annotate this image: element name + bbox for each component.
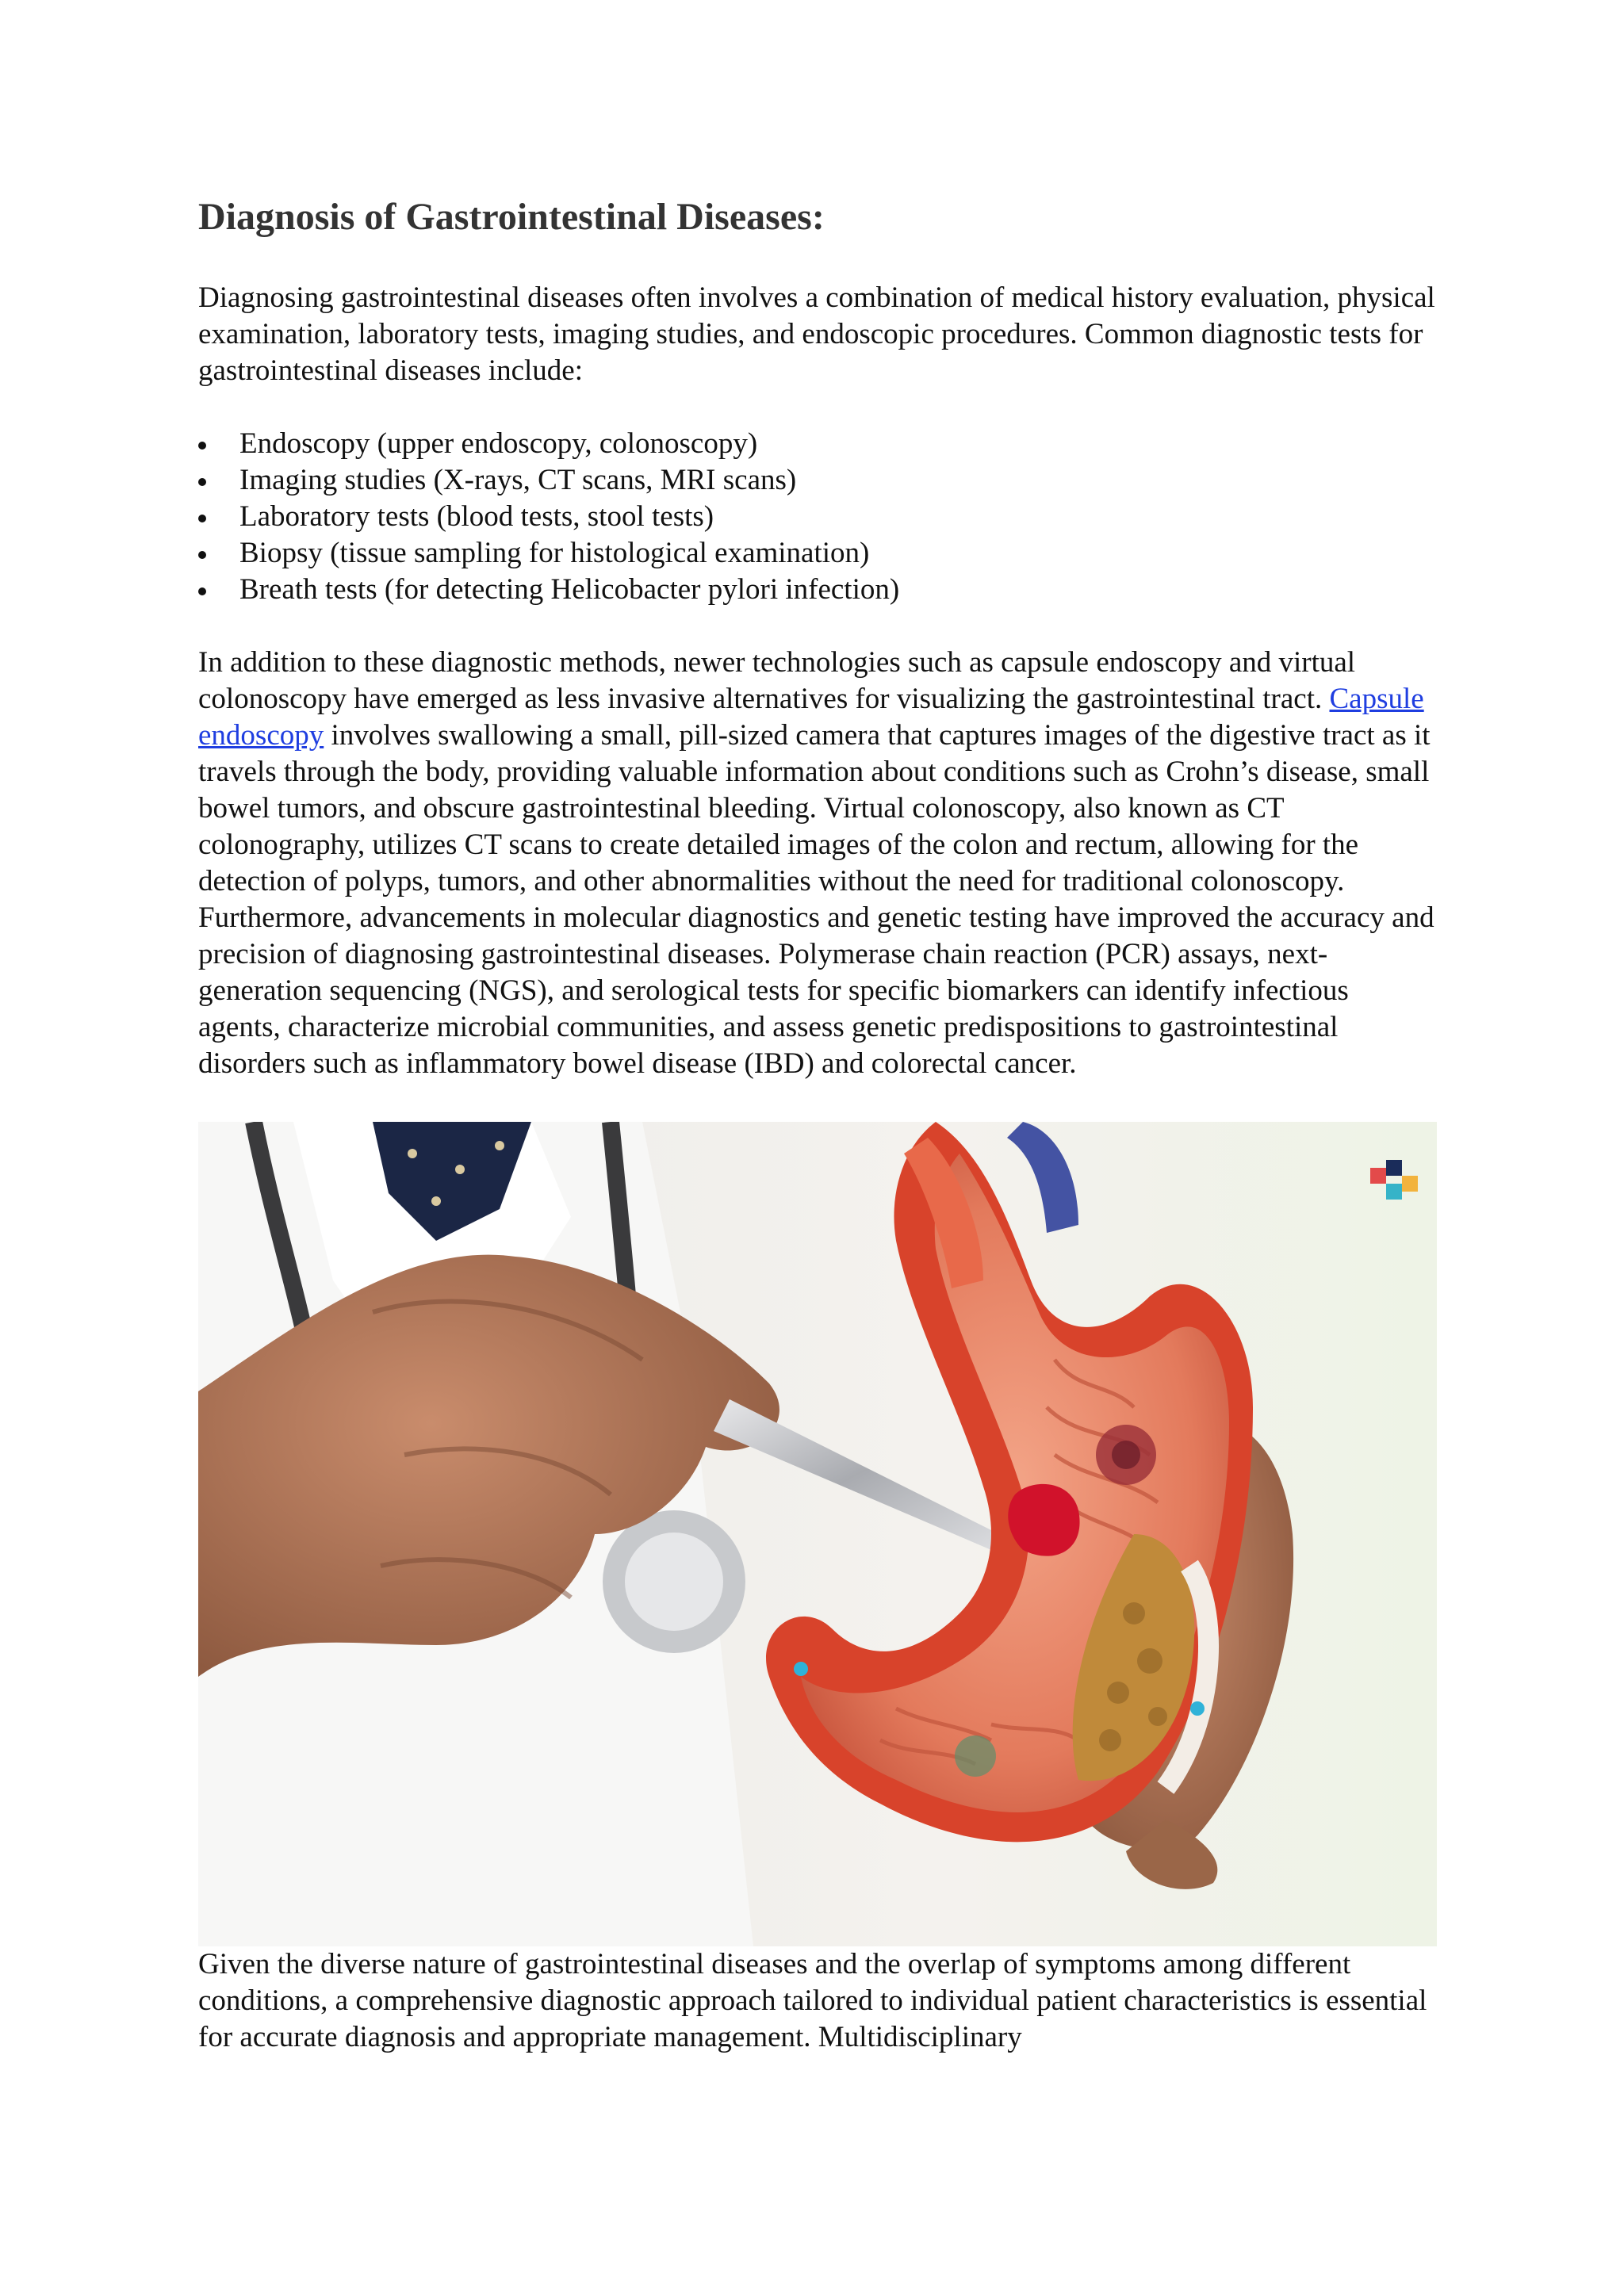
bullet-icon: [198, 572, 239, 608]
molecular-diagnostics-paragraph: Furthermore, advancements in molecular diagnostics and genetic testing have improved the accuracy and precision of diagnosing gastrointestinal diseases. Polymerase chain reaction (PCR) assays, next-generation sequencing (NGS), and serological tests for specific biomarkers can identify infectious agents, characterize microbial communities, and assess genetic predispositions to gastrointestinal disorders such as inflammatory bowel disease (IBD) and colorectal cancer.: [198, 901, 1434, 1080]
list-item-text: Laboratory tests (blood tests, stool tests): [239, 499, 714, 533]
list-item-text: Breath tests (for detecting Helicobacter pylori infection): [239, 572, 900, 606]
list-item-text: Biopsy (tissue sampling for histological examination): [239, 536, 870, 569]
stomach-model-photo: [198, 1122, 1437, 1946]
list-item: [239, 462, 1435, 499]
diagnostic-tests-list: [198, 426, 1435, 608]
bullet-icon: [198, 426, 239, 462]
list-item: [239, 572, 1435, 608]
capsule-endoscopy-link[interactable]: Capsule endoscopy: [198, 682, 1424, 752]
paragraph-text-after-link: involves swallowing a small, pill-sized camera that captures images of the digestive tract as it travels through the body, providing valuable information about conditions such as Crohn’s disease, small bowel tumors, and obscure gastrointestinal bleeding. Virtual colonoscopy, also known as CT colonography, utilizes CT scans to create detailed images of the colon and rectum, allowing for the detection of polyps, tumors, and other abnormalities without the need for traditional colonoscopy.: [198, 718, 1431, 897]
intro-paragraph: Diagnosing gastrointestinal diseases often involves a combination of medical history evaluation, physical examination, laboratory tests, imaging studies, and endoscopic procedures. Common diagnostic tests for gastrointestinal diseases include:: [198, 281, 1435, 387]
new-technologies-paragraph: [198, 645, 1435, 900]
bullet-icon: [198, 462, 239, 499]
list-item-text: Endoscopy (upper endoscopy, colonoscopy): [239, 427, 758, 460]
list-item: [239, 535, 1435, 572]
paragraph-text-before-link: In addition to these diagnostic methods, newer technologies such as capsule endoscopy and virtual colonoscopy have emerged as less invasive alternatives for visualizing the gastrointestinal tract.: [198, 645, 1356, 715]
bullet-icon: [198, 535, 239, 572]
section-heading: Diagnosis of Gastrointestinal Diseases:: [198, 196, 825, 238]
list-item-text: Imaging studies (X-rays, CT scans, MRI scans): [239, 463, 797, 496]
list-item: [239, 499, 1435, 535]
list-item: [239, 426, 1435, 462]
article-content: [198, 194, 1435, 2056]
comprehensive-approach-paragraph: Given the diverse nature of gastrointestinal diseases and the overlap of symptoms among different conditions, a comprehensive diagnostic approach tailored to individual patient characteristics is essential for accurate diagnosis and appropriate management. Multidisciplinary: [198, 1947, 1427, 2053]
bullet-icon: [198, 499, 239, 535]
